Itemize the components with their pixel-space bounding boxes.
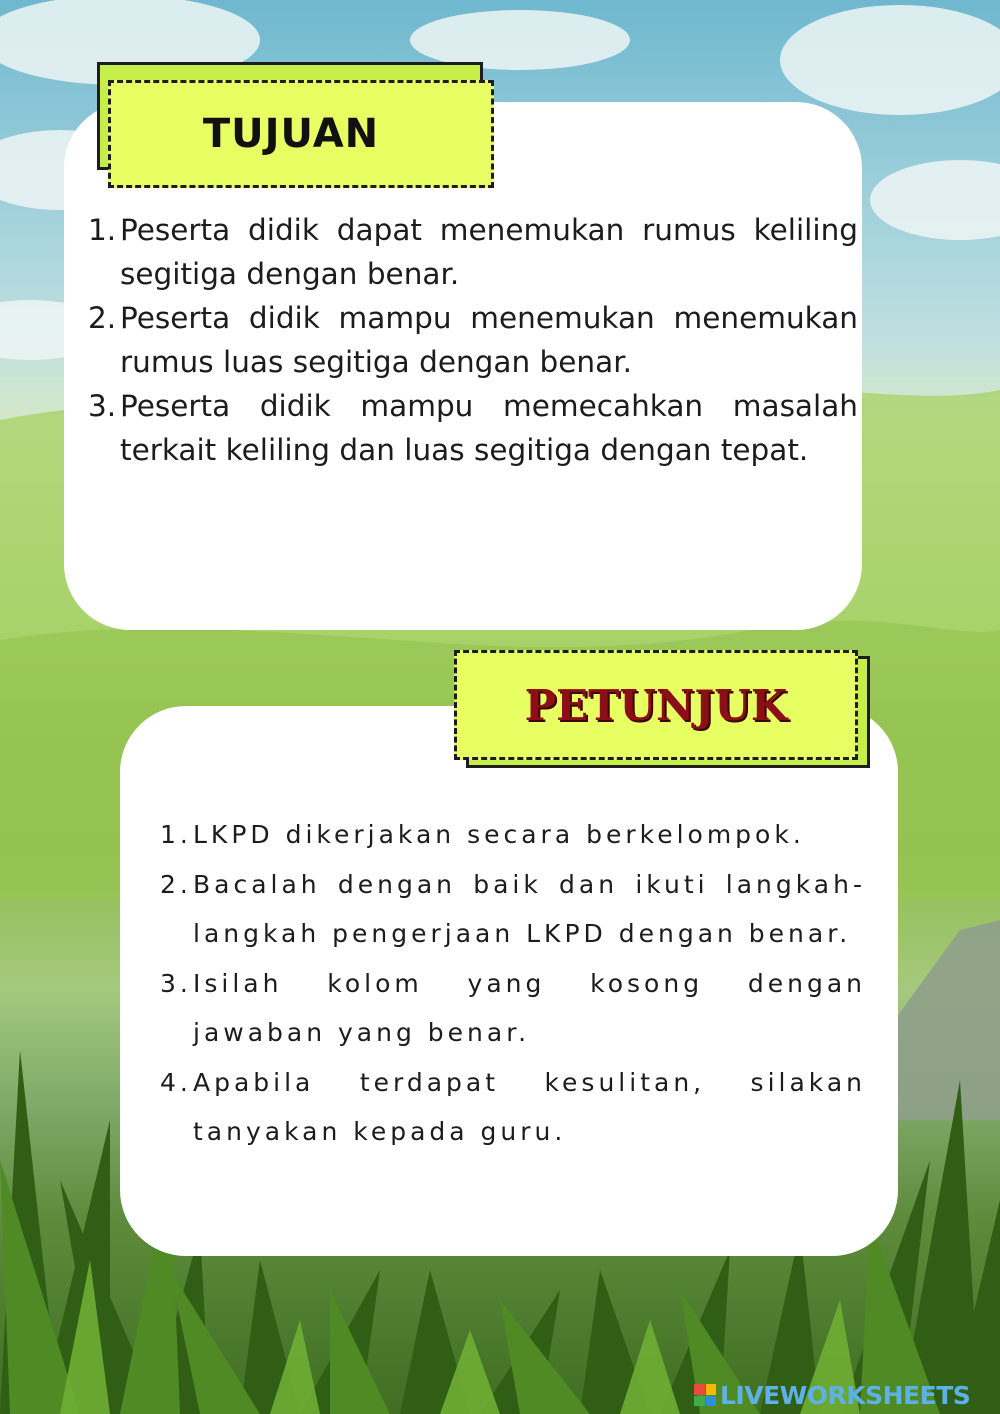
petunjuk-list [160, 810, 866, 1157]
petunjuk-item-number: 2. [160, 869, 192, 899]
tujuan-item [88, 384, 858, 472]
petunjuk-title: PETUNJUK [524, 680, 788, 730]
petunjuk-item [160, 810, 866, 860]
petunjuk-item-text: Bacalah dengan baik dan ikuti langkah-langkah pengerjaan LKPD dengan benar. [193, 869, 866, 948]
tujuan-item-number: 3. [88, 389, 117, 423]
petunjuk-item-text: LKPD dikerjakan secara berkelompok. [193, 820, 805, 849]
tujuan-item [88, 208, 858, 296]
liveworksheets-logo-icon [694, 1384, 716, 1406]
liveworksheets-watermark[interactable] [694, 1380, 994, 1410]
petunjuk-item-text: Isilah kolom yang kosong dengan jawaban yang benar. [193, 968, 866, 1047]
tujuan-title: TUJUAN [202, 111, 380, 157]
petunjuk-item [160, 1058, 866, 1157]
tujuan-item [88, 296, 858, 384]
tujuan-list [88, 208, 858, 472]
tujuan-item-number: 1. [88, 213, 117, 247]
tujuan-item-number: 2. [88, 301, 117, 335]
petunjuk-item [160, 860, 866, 959]
petunjuk-item-text: Apabila terdapat kesulitan, silakan tanyakan kepada guru. [193, 1067, 866, 1146]
petunjuk-item [160, 959, 866, 1058]
tujuan-item-text: Peserta didik mampu memecahkan masalah terkait keliling dan luas segitiga dengan tepat. [120, 389, 858, 467]
tujuan-item-text: Peserta didik dapat menemukan rumus keliling segitiga dengan benar. [120, 213, 858, 291]
petunjuk-item-number: 1. [160, 820, 192, 849]
petunjuk-item-number: 4. [160, 1067, 192, 1097]
petunjuk-badge [454, 650, 858, 760]
tujuan-item-text: Peserta didik mampu menemukan menemukan rumus luas segitiga dengan benar. [120, 301, 858, 379]
watermark-text: LIVEWORKSHEETS [720, 1380, 971, 1410]
petunjuk-item-number: 3. [160, 968, 192, 998]
tujuan-badge [108, 80, 494, 188]
